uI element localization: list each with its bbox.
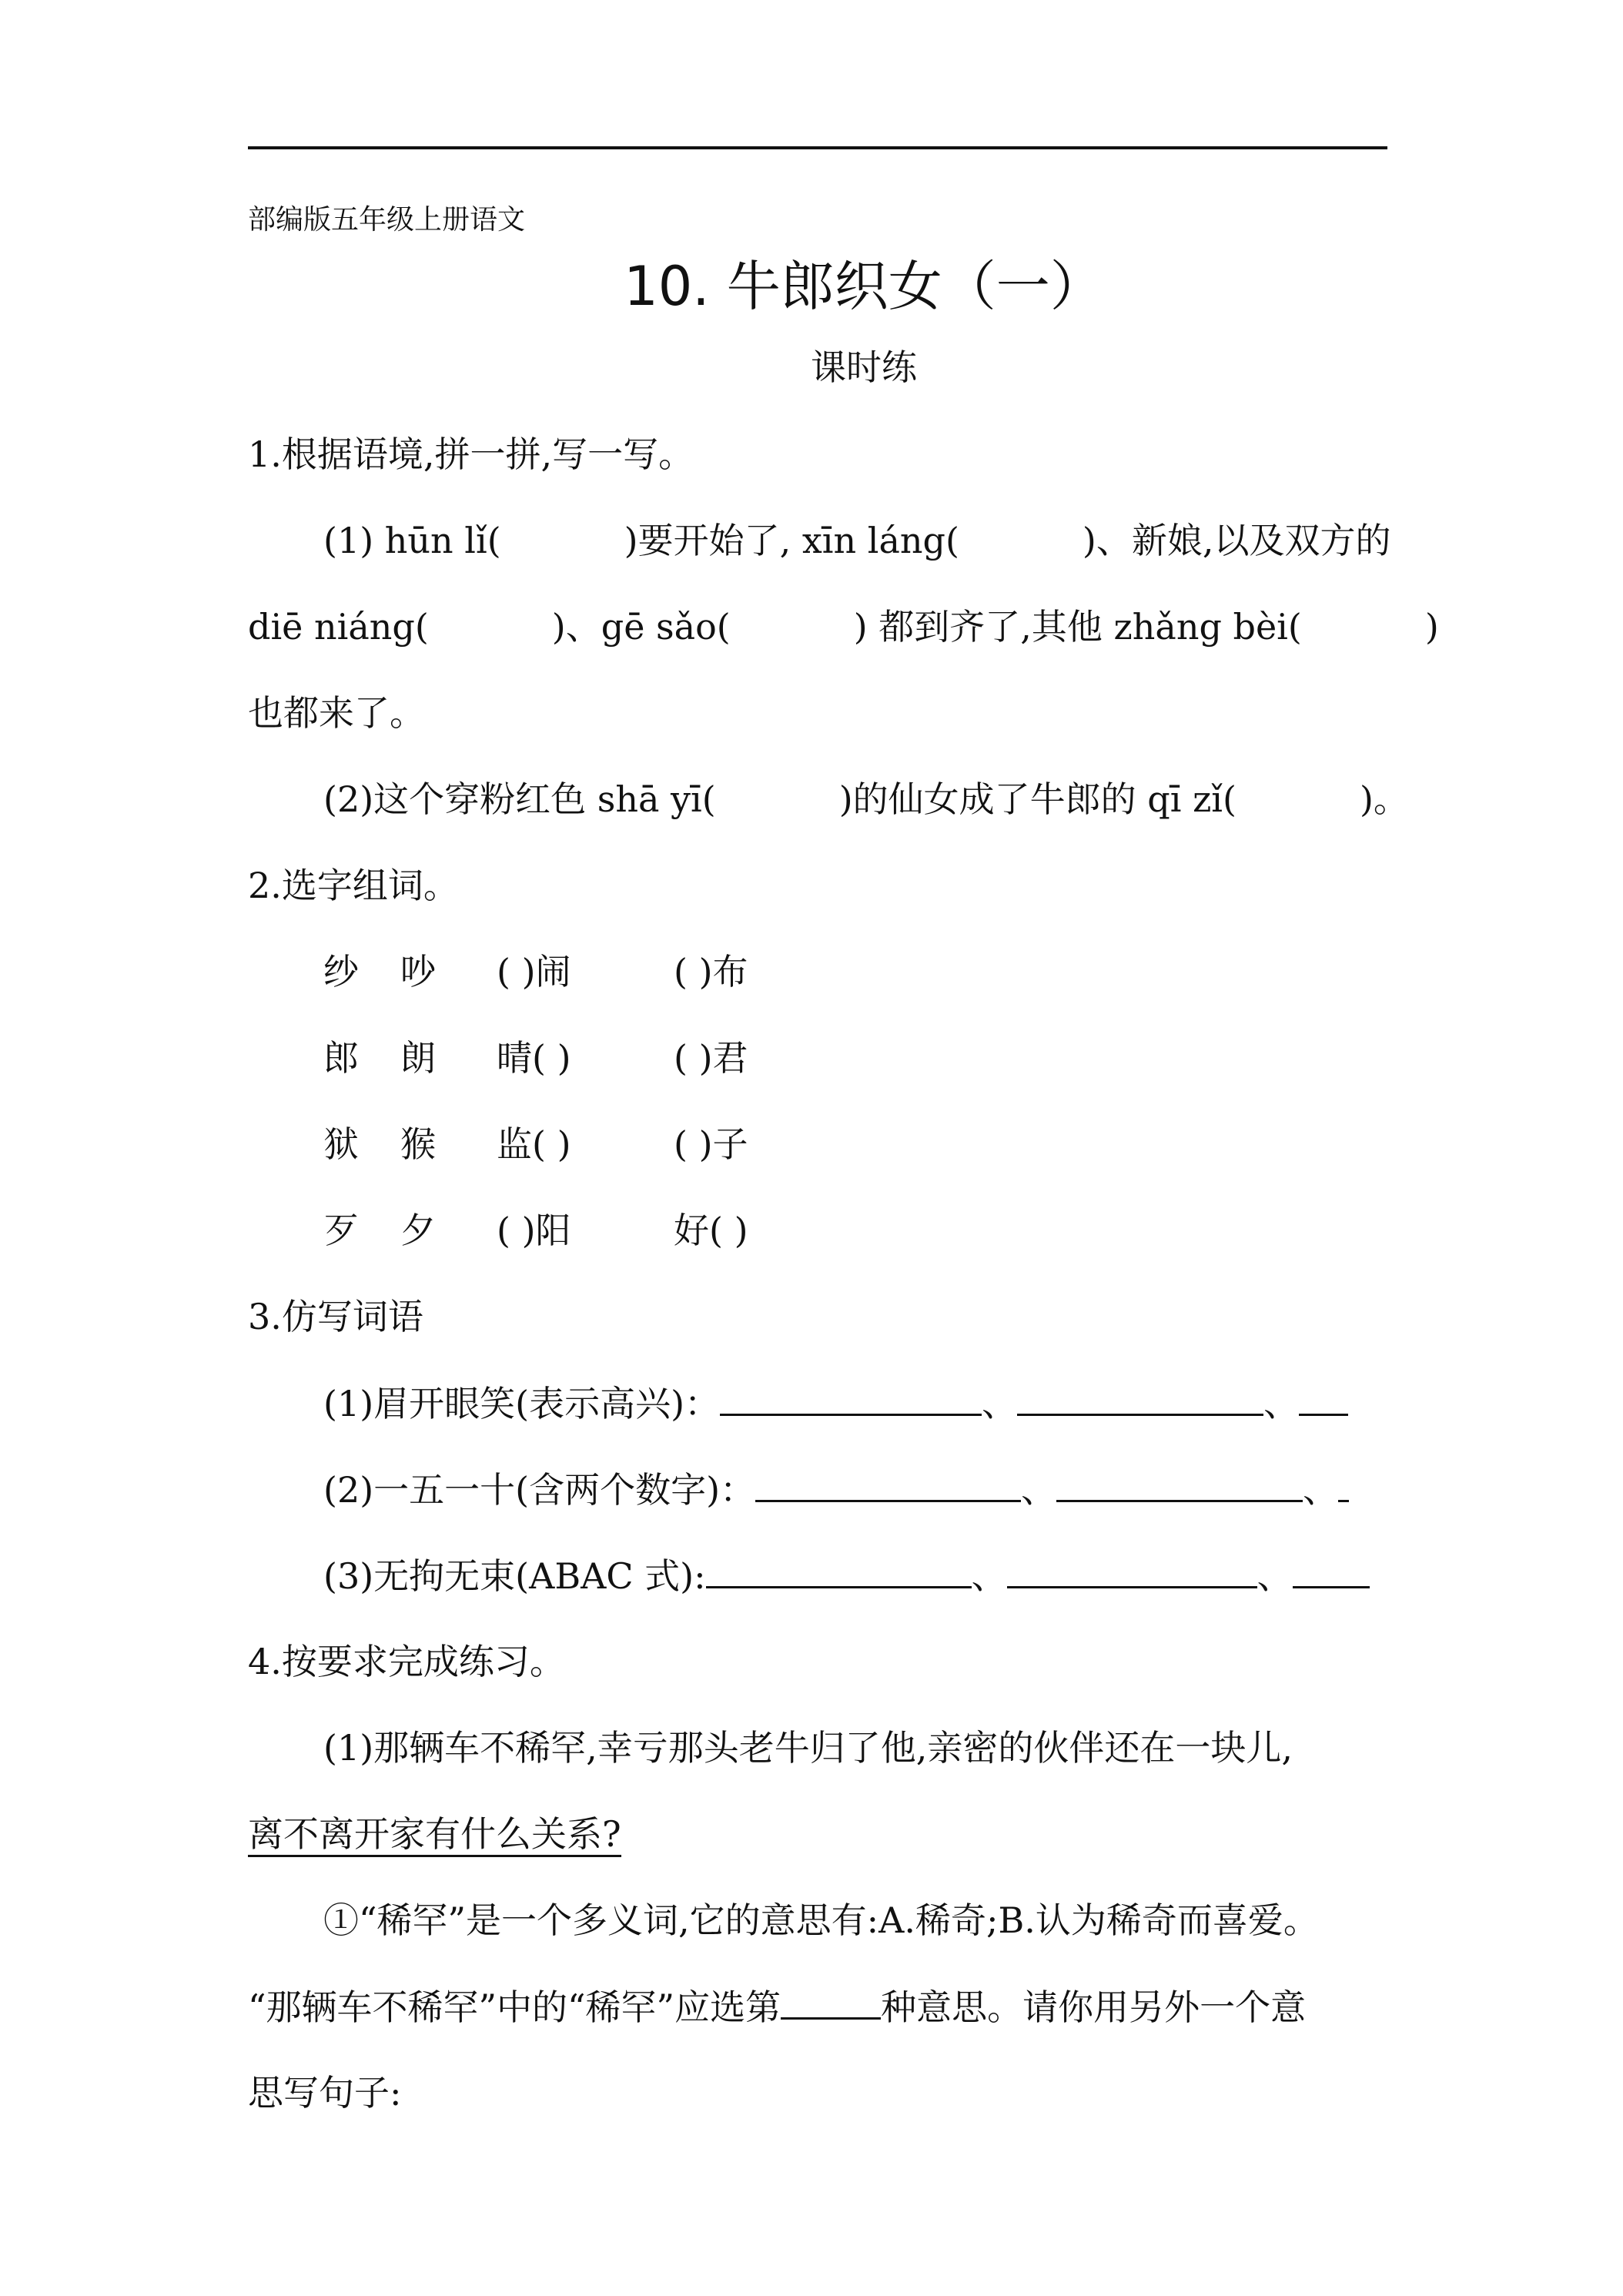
q3-item-label: (3)无拘无束(ABAC 式):: [323, 1555, 706, 1597]
q2-char-1: 狱: [323, 1123, 359, 1165]
q2-char-2: 朗: [400, 1037, 436, 1079]
q2-word-1[interactable]: 晴( ): [497, 1037, 571, 1079]
q2-char-2: 夕: [400, 1210, 436, 1251]
q1-line2-a: diē niáng(: [248, 606, 429, 648]
q4-p3-b: 种意思。请你用另外一个意: [881, 1986, 1307, 2028]
q1-heading: 1.根据语境,拼一拼,写一写。: [248, 433, 694, 475]
q3-item: [323, 1464, 1387, 1514]
q1-line4-b: )的仙女成了牛郎的 qī zǐ(: [838, 778, 1236, 820]
answer-blank[interactable]: [1007, 1551, 1257, 1588]
q1-line1-a: (1) hūn lǐ(: [323, 520, 501, 561]
q2-char-2: 吵: [400, 951, 436, 992]
q4-paragraph-1: (1)那辆车不稀罕,幸亏那头老牛归了他,亲密的伙伴还在一块儿,: [323, 1727, 1293, 1769]
q4-heading: 4.按要求完成练习。: [248, 1641, 565, 1682]
q3-heading: 3.仿写词语: [248, 1296, 423, 1337]
q3-item: [323, 1551, 1387, 1601]
q4-p3-a: “那辆车不稀罕”中的“稀罕”应选第: [248, 1986, 781, 2028]
q4-paragraph-2: ①“稀罕”是一个多义词,它的意思有:A.稀奇;B.认为稀奇而喜爱。: [323, 1899, 1319, 1941]
q2-char-1: 纱: [323, 951, 359, 992]
q1-line2: [248, 602, 1439, 651]
answer-blank[interactable]: [1293, 1551, 1370, 1588]
q2-word-1[interactable]: 监( ): [497, 1123, 571, 1165]
underlined-text: 离不离开家有什么关系?: [248, 1813, 621, 1857]
answer-blank[interactable]: [1056, 1464, 1303, 1502]
q1-line1-c: )、新娘,以及双方的: [1082, 520, 1391, 561]
q1-line2-d: ): [1424, 606, 1439, 648]
q2-char-1: 郎: [323, 1037, 359, 1079]
header-rule: [248, 146, 1387, 149]
q4-paragraph-4: 思写句子:: [248, 2072, 402, 2114]
q2-word-1[interactable]: ( )闹: [497, 951, 571, 992]
answer-blank[interactable]: [755, 1464, 1021, 1502]
q2-char-1: 歹: [323, 1210, 359, 1251]
q2-word-2[interactable]: ( )子: [674, 1123, 748, 1165]
q1-line3: 也都来了。: [248, 692, 425, 734]
q1-line2-c: ) 都到齐了,其他 zhǎng bèi(: [853, 606, 1302, 648]
header-note: 部编版五年级上册语文: [248, 204, 526, 236]
separator: 、: [1263, 1383, 1300, 1424]
answer-blank[interactable]: [1299, 1378, 1348, 1416]
separator: 、: [971, 1555, 1007, 1597]
q3-item-label: (1)眉开眼笑(表示高兴)：: [323, 1383, 721, 1424]
q1-line4-a: (2)这个穿粉红色 shā yī(: [323, 778, 716, 820]
q1-line4: [323, 775, 1409, 824]
q1-line4-c: )。: [1359, 778, 1409, 820]
q2-word-2[interactable]: 好( ): [674, 1210, 748, 1251]
q1-line1: [323, 516, 1391, 565]
q3-item: [323, 1378, 1387, 1428]
answer-blank[interactable]: [1338, 1464, 1349, 1502]
q3-item-label: (2)一五一十(含两个数字)：: [323, 1469, 756, 1511]
answer-blank[interactable]: [1017, 1378, 1263, 1416]
separator: 、: [1257, 1555, 1293, 1597]
page-subtitle: 课时练: [811, 346, 917, 388]
q2-word-2[interactable]: ( )布: [674, 951, 748, 992]
separator: 、: [982, 1383, 1018, 1424]
q4-paragraph-3: [248, 1982, 1387, 2032]
answer-blank[interactable]: [781, 1982, 881, 2020]
q2-word-2[interactable]: ( )君: [674, 1037, 748, 1079]
q2-word-1[interactable]: ( )阳: [497, 1210, 571, 1251]
q2-char-2: 猴: [400, 1123, 436, 1165]
separator: 、: [1021, 1469, 1057, 1511]
answer-blank[interactable]: [706, 1551, 972, 1588]
q2-heading: 2.选字组词。: [248, 865, 459, 906]
page-title: 10. 牛郎织女（一）: [624, 255, 1104, 318]
q1-line2-b: )、gē sǎo(: [551, 606, 731, 648]
q1-line1-b: )要开始了, xīn láng(: [624, 520, 959, 561]
q4-underlined-sentence: [248, 1809, 1387, 1859]
answer-blank[interactable]: [720, 1378, 982, 1416]
separator: 、: [1303, 1469, 1339, 1511]
